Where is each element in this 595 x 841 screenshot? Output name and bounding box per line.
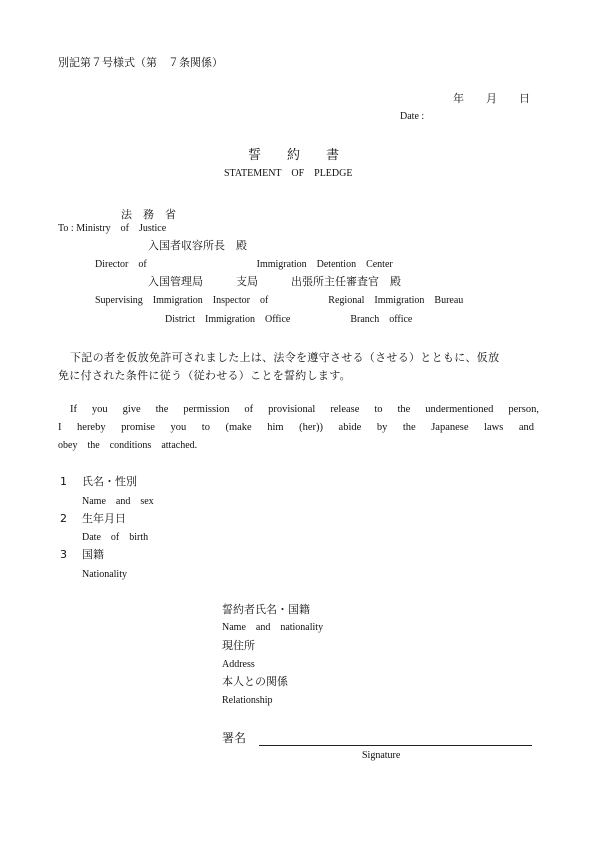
pledge-en-line3: obey the conditions attached. xyxy=(58,440,198,451)
date-label: Date : xyxy=(400,111,425,122)
inspector-en-2: District Immigration Office Branch office xyxy=(165,314,413,325)
ministry-en: To : Ministry of Justice xyxy=(58,223,167,234)
signature-line xyxy=(259,745,532,746)
item-label-en: Name and sex xyxy=(82,496,154,507)
pledge-jp-line2: 免に付された条件に従う（従わせる）ことを誓約します。 xyxy=(58,369,351,382)
pledge-jp-line1: 下記の者を仮放免許可されました上は、法令を遵守させる（させる）とともに、仮放 xyxy=(70,351,500,364)
item-label-jp: 国籍 xyxy=(82,548,104,561)
center-jp: 入国者収容所長 殿 xyxy=(148,239,247,252)
form-id: 別記第７号様式（第 ７条関係） xyxy=(58,56,223,69)
item-label-en: Date of birth xyxy=(82,532,149,543)
title-en: STATEMENT OF PLEDGE xyxy=(224,168,353,179)
pledger-relation-en: Relationship xyxy=(222,695,273,706)
item-number: 2 xyxy=(60,512,67,525)
pledge-en-line1: If you give the permission of provisional release to the undermentioned person, xyxy=(70,404,539,415)
date-jp: 年 月 日 xyxy=(453,92,530,105)
pledger-name-jp: 誓約者氏名・国籍 xyxy=(222,603,310,616)
inspector-en-1: Supervising Immigration Inspector of Regional Immigration Bureau xyxy=(95,295,464,306)
item-number: 3 xyxy=(60,548,67,561)
pledger-relation-jp: 本人との関係 xyxy=(222,675,288,688)
pledger-name-en: Name and nationality xyxy=(222,622,324,633)
item-label-jp: 氏名・性別 xyxy=(82,475,137,488)
signature-label: Signature xyxy=(362,750,401,761)
pledge-en-line2: I hereby promise you to (make him (her)) abide by the Japanese laws and xyxy=(58,422,534,433)
item-number: 1 xyxy=(60,475,67,488)
item-label-en: Nationality xyxy=(82,569,127,580)
inspector-jp: 入国管理局 支局 出張所主任審査官 殿 xyxy=(148,275,401,288)
signature-jp: 署名 xyxy=(222,731,247,745)
item-label-jp: 生年月日 xyxy=(82,512,126,525)
pledger-address-jp: 現住所 xyxy=(222,639,255,652)
pledger-address-en: Address xyxy=(222,659,255,670)
center-en: Director of Immigration Detention Center xyxy=(95,259,393,270)
title-jp: 誓 約 書 xyxy=(248,148,340,163)
ministry-jp: 法 務 省 xyxy=(121,208,176,221)
